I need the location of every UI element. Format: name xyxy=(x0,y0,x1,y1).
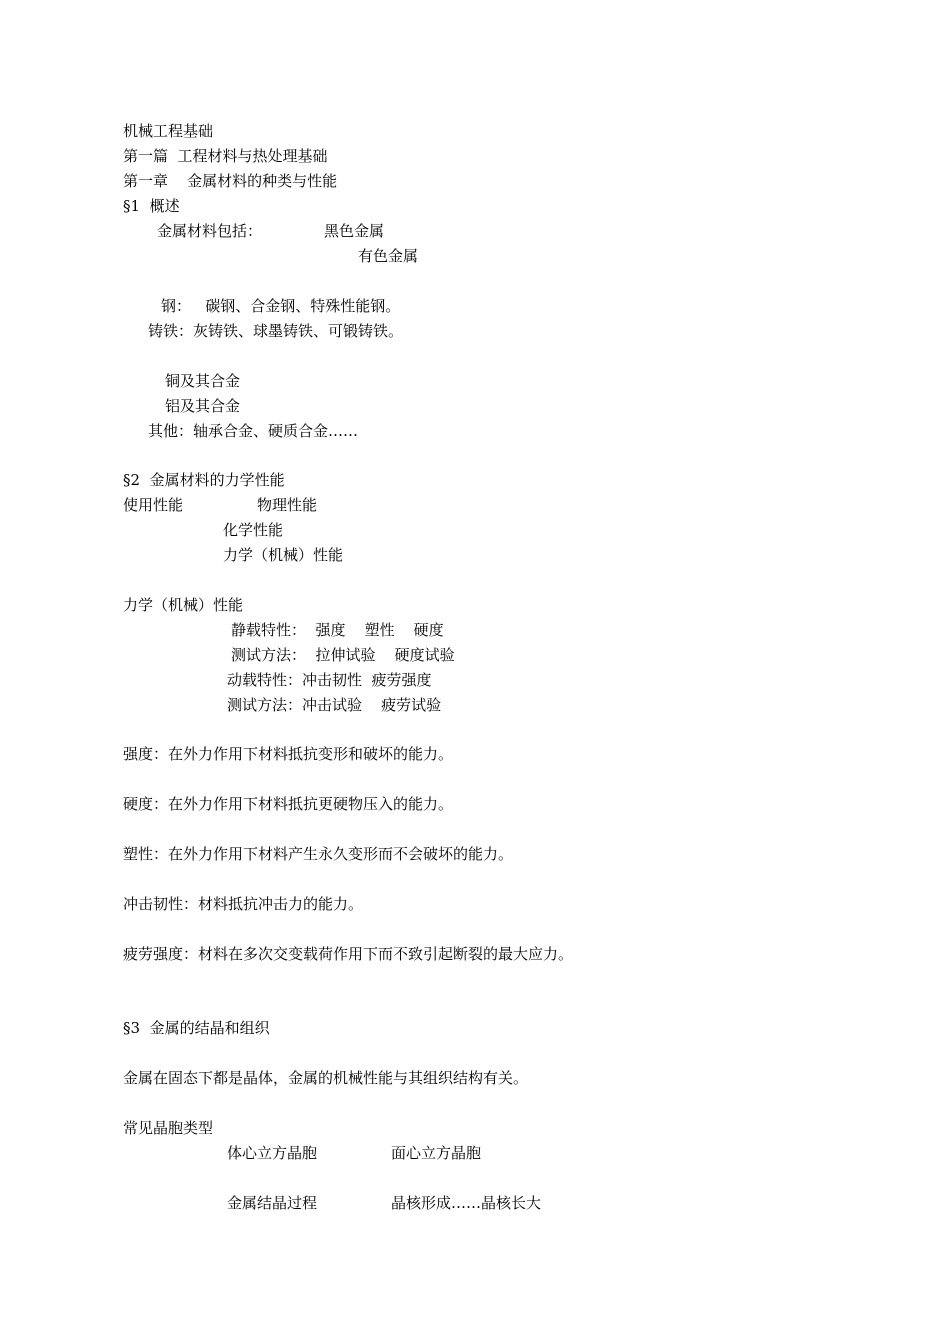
definition-fatigue-strength: 疲劳强度：材料在多次交变载荷作用下而不致引起断裂的最大应力。 xyxy=(123,945,574,963)
metal-materials-label: 金属材料包括： xyxy=(157,222,263,240)
section-2-heading: §2 金属材料的力学性能 xyxy=(123,471,285,489)
definition-strength: 强度：在外力作用下材料抵抗变形和破坏的能力。 xyxy=(123,745,454,763)
static-test-row: 测试方法： 拉伸试验 硬度试验 xyxy=(231,646,455,664)
other-alloys: 其他：轴承合金、硬质合金…… xyxy=(148,422,359,440)
chemical-properties: 化学性能 xyxy=(223,521,284,539)
dynamic-test-row: 测试方法：冲击试验 疲劳试验 xyxy=(227,696,442,714)
definition-plasticity: 塑性：在外力作用下材料产生永久变形而不会破坏的能力。 xyxy=(123,845,514,863)
aluminum-alloys: 铝及其合金 xyxy=(165,397,241,415)
nucleation-growth: 晶核形成……晶核长大 xyxy=(391,1194,542,1212)
section-3-heading: §3 金属的结晶和组织 xyxy=(123,1019,270,1037)
crystal-intro: 金属在固态下都是晶体，金属的机械性能与其组织结构有关。 xyxy=(123,1069,529,1087)
physical-properties: 物理性能 xyxy=(257,496,318,514)
fcc-cell: 面心立方晶胞 xyxy=(391,1144,482,1162)
doc-title: 机械工程基础 xyxy=(123,122,214,140)
crystallization-process: 金属结晶过程 xyxy=(227,1194,318,1212)
cell-types-label: 常见晶胞类型 xyxy=(123,1119,214,1137)
cast-iron-types: 铸铁：灰铸铁、球墨铸铁、可锻铸铁。 xyxy=(148,322,404,340)
dynamic-load-row: 动载特性：冲击韧性 疲劳强度 xyxy=(227,671,432,689)
part-title: 第一篇 工程材料与热处理基础 xyxy=(123,147,328,165)
copper-alloys: 铜及其合金 xyxy=(165,372,241,390)
nonferrous-metal: 有色金属 xyxy=(358,247,419,265)
ferrous-metal: 黑色金属 xyxy=(324,222,385,240)
definition-impact-toughness: 冲击韧性：材料抵抗冲击力的能力。 xyxy=(123,895,364,913)
mechanical-properties: 力学（机械）性能 xyxy=(223,546,344,564)
chapter-title: 第一章 金属材料的种类与性能 xyxy=(123,172,338,190)
mechanical-properties-heading: 力学（机械）性能 xyxy=(123,596,244,614)
bcc-cell: 体心立方晶胞 xyxy=(227,1144,318,1162)
static-load-row: 静载特性： 强度 塑性 硬度 xyxy=(231,621,444,639)
steel-types: 钢： 碳钢、合金钢、特殊性能钢。 xyxy=(161,297,401,315)
definition-hardness: 硬度：在外力作用下材料抵抗更硬物压入的能力。 xyxy=(123,795,454,813)
section-1-heading: §1 概述 xyxy=(123,197,180,215)
usage-properties-label: 使用性能 xyxy=(123,496,184,514)
